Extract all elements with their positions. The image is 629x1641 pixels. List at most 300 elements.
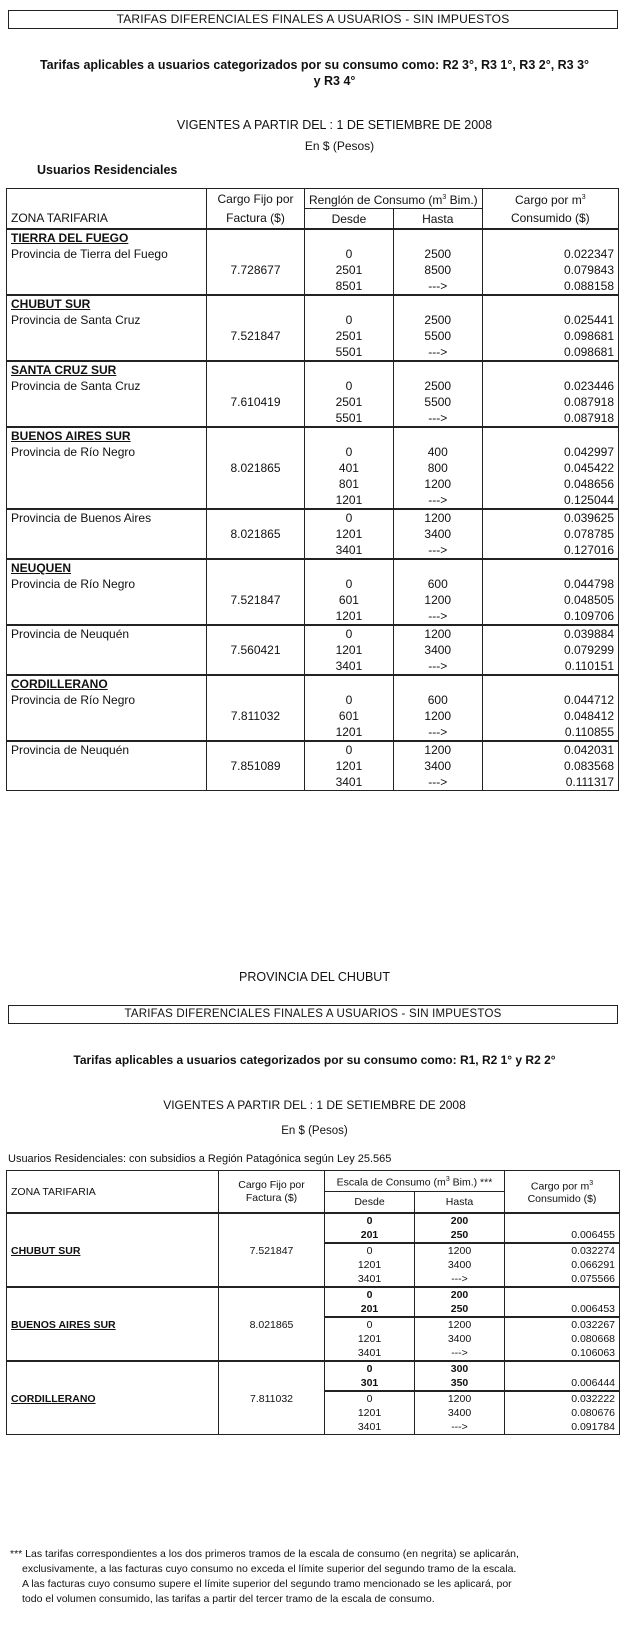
cargo-m3-value: 0.078785 bbox=[482, 526, 618, 542]
desde-value: 0 bbox=[305, 246, 394, 262]
table-row bbox=[7, 278, 619, 295]
hasta-value: 600 bbox=[393, 576, 482, 592]
province-name: Provincia de Río Negro bbox=[7, 692, 207, 708]
desde-value: 0 bbox=[325, 1317, 415, 1332]
hasta-value: 200 bbox=[415, 1287, 505, 1302]
empty-cell bbox=[7, 724, 207, 741]
cargo-m3-value: 0.039884 bbox=[482, 625, 618, 642]
empty-cell bbox=[207, 509, 305, 526]
empty-cell bbox=[207, 492, 305, 509]
desde-value: 0 bbox=[305, 444, 394, 460]
empty-cell bbox=[482, 675, 618, 692]
table-row bbox=[7, 295, 619, 312]
section2-subtitle: Tarifas aplicables a usuarios categorizados por su consumo como: R1, R2 1° y R2 2° bbox=[73, 1053, 556, 1067]
section2-user-type: Usuarios Residenciales: con subsidios a Región Patagónica según Ley 25.565 bbox=[8, 1153, 392, 1165]
cargo-m3-value: 0.066291 bbox=[505, 1258, 620, 1272]
cargo-fijo-value: 7.521847 bbox=[219, 1243, 325, 1258]
cargo-m3-value: 0.048505 bbox=[482, 592, 618, 608]
table-row bbox=[7, 675, 619, 692]
table-row bbox=[7, 542, 619, 559]
cargo-fijo-value: 7.851089 bbox=[207, 758, 305, 774]
footnote-line: A las facturas cuyo consumo supere el límite superior del segundo tramo mencionado se les aplicará, por bbox=[22, 1578, 512, 1590]
table-row bbox=[7, 1406, 620, 1420]
empty-cell bbox=[7, 758, 207, 774]
desde-value: 2501 bbox=[305, 328, 394, 344]
empty-cell bbox=[219, 1406, 325, 1420]
empty-cell bbox=[219, 1420, 325, 1435]
empty-cell bbox=[482, 427, 618, 444]
empty-cell bbox=[7, 1258, 219, 1272]
hasta-value: 3400 bbox=[415, 1258, 505, 1272]
hasta-value: 2500 bbox=[393, 246, 482, 262]
cargo-m3-value: 0.048412 bbox=[482, 708, 618, 724]
hasta-value: 1200 bbox=[393, 509, 482, 526]
hasta-value: 1200 bbox=[415, 1317, 505, 1332]
province-name: Provincia de Santa Cruz bbox=[7, 312, 207, 328]
empty-cell bbox=[7, 774, 207, 791]
table-row bbox=[7, 692, 619, 708]
zone-name: NEUQUEN bbox=[7, 559, 207, 576]
cargo-m3-value: 0.023446 bbox=[482, 378, 618, 394]
footnote-line: todo el volumen consumido, las tarifas a partir del tercer tramo de la escala de consumo. bbox=[22, 1593, 435, 1605]
empty-cell bbox=[207, 692, 305, 708]
table-row bbox=[7, 658, 619, 675]
cargo-m3-value: 0.075566 bbox=[505, 1272, 620, 1287]
table-row bbox=[7, 1302, 620, 1317]
table-row bbox=[7, 741, 619, 758]
section2-province-title: PROVINCIA DEL CHUBUT bbox=[239, 970, 390, 984]
cargo-fijo-value: 7.728677 bbox=[207, 262, 305, 278]
zone-name: TIERRA DEL FUEGO bbox=[7, 229, 207, 246]
desde-value: 0 bbox=[305, 692, 394, 708]
cargo-fijo-value: 7.521847 bbox=[207, 328, 305, 344]
desde-value: 0 bbox=[305, 576, 394, 592]
desde-value: 1201 bbox=[305, 608, 394, 625]
empty-cell bbox=[207, 410, 305, 427]
cargo-fijo-header-1: Cargo Fijo por bbox=[207, 189, 305, 209]
hasta-value: 3400 bbox=[393, 642, 482, 658]
cargo-m3-value: 0.048656 bbox=[482, 476, 618, 492]
empty-cell bbox=[7, 1302, 219, 1317]
cargo-m3-value: 0.006455 bbox=[505, 1228, 620, 1243]
hasta-value: ---> bbox=[393, 658, 482, 675]
section2-currency: En $ (Pesos) bbox=[281, 1125, 348, 1137]
zone-name: BUENOS AIRES SUR bbox=[7, 427, 207, 444]
zone-name: SANTA CRUZ SUR bbox=[7, 361, 207, 378]
empty-cell bbox=[7, 542, 207, 559]
empty-cell bbox=[482, 229, 618, 246]
table-row bbox=[7, 492, 619, 509]
table-row bbox=[7, 1391, 620, 1406]
hasta-value: 2500 bbox=[393, 378, 482, 394]
cargo-m3-value: 0.098681 bbox=[482, 328, 618, 344]
cargo-m3-value bbox=[505, 1213, 620, 1228]
empty-cell bbox=[207, 675, 305, 692]
cargo-m3-value: 0.022347 bbox=[482, 246, 618, 262]
empty-cell bbox=[7, 1346, 219, 1361]
table-row bbox=[7, 444, 619, 460]
hasta-value: ---> bbox=[393, 724, 482, 741]
desde-value: 801 bbox=[305, 476, 394, 492]
empty-cell bbox=[482, 559, 618, 576]
empty-cell bbox=[7, 344, 207, 361]
cargo-m3-header-2: Consumido ($) bbox=[482, 209, 618, 230]
footnote-line: exclusivamente, a las facturas cuyo consumo no exceda el límite superior del segundo tramo de la escala. bbox=[22, 1563, 517, 1575]
empty-cell bbox=[7, 1213, 219, 1228]
cargo-fijo-value: 7.811032 bbox=[207, 708, 305, 724]
section1-header: TARIFAS DIFERENCIALES FINALES A USUARIOS - SIN IMPUESTOS bbox=[8, 10, 618, 29]
desde-value: 0 bbox=[325, 1391, 415, 1406]
cargo-m3-value: 0.125044 bbox=[482, 492, 618, 509]
table-row bbox=[7, 312, 619, 328]
empty-cell bbox=[7, 1272, 219, 1287]
empty-cell bbox=[7, 608, 207, 625]
empty-cell bbox=[207, 658, 305, 675]
desde-value: 1201 bbox=[325, 1406, 415, 1420]
table-row bbox=[7, 559, 619, 576]
renglon-header: Renglón de Consumo ($m^3$ Bim.) bbox=[305, 189, 483, 209]
table-row bbox=[7, 1243, 620, 1258]
zona-header: ZONA TARIFARIA bbox=[7, 209, 207, 230]
empty-cell bbox=[207, 608, 305, 625]
empty-cell bbox=[7, 492, 207, 509]
hasta-value: ---> bbox=[393, 774, 482, 791]
empty-cell bbox=[393, 295, 482, 312]
cargo-m3-value: 0.045422 bbox=[482, 460, 618, 476]
cargo-m3-value: 0.098681 bbox=[482, 344, 618, 361]
table-row bbox=[7, 774, 619, 791]
table-row bbox=[7, 1228, 620, 1243]
cargo-m3-value: 0.006444 bbox=[505, 1376, 620, 1391]
desde-value: 201 bbox=[325, 1302, 415, 1317]
desde-value: 0 bbox=[325, 1287, 415, 1302]
desde-value: 1201 bbox=[325, 1332, 415, 1346]
empty-cell bbox=[7, 328, 207, 344]
table-row bbox=[7, 344, 619, 361]
empty-cell bbox=[219, 1361, 325, 1376]
empty-cell bbox=[207, 559, 305, 576]
zone-name: BUENOS AIRES SUR bbox=[7, 1317, 219, 1332]
hasta-value: 3400 bbox=[393, 526, 482, 542]
table-row bbox=[7, 427, 619, 444]
empty-cell bbox=[207, 625, 305, 642]
section1-subtitle-line1: Tarifas aplicables a usuarios categorizados por su consumo como: R2 3°, R3 1°, R3 2°, R3 3° bbox=[39, 58, 590, 72]
desde-value: 3401 bbox=[325, 1420, 415, 1435]
cargo-m3-value bbox=[505, 1361, 620, 1376]
hasta-value: 1200 bbox=[415, 1391, 505, 1406]
table-row bbox=[7, 758, 619, 774]
empty-cell bbox=[7, 526, 207, 542]
hasta-value: ---> bbox=[415, 1420, 505, 1435]
table-row bbox=[7, 1317, 620, 1332]
hasta-value: 350 bbox=[415, 1376, 505, 1391]
section1-currency: En $ (Pesos) bbox=[304, 139, 375, 153]
table-row bbox=[7, 1272, 620, 1287]
cargo-m3-value: 0.091784 bbox=[505, 1420, 620, 1435]
section1-user-type: Usuarios Residenciales bbox=[37, 163, 178, 177]
table-row bbox=[7, 576, 619, 592]
cargo-m3-value: 0.111317 bbox=[482, 774, 618, 791]
desde-value: 0 bbox=[305, 378, 394, 394]
cargo-m3-value: 0.006453 bbox=[505, 1302, 620, 1317]
desde-value: 5501 bbox=[305, 344, 394, 361]
empty-cell bbox=[305, 229, 394, 246]
cargo-fijo-header-2-cell: Cargo Fijo por Factura ($) bbox=[219, 1171, 325, 1214]
desde-value: 301 bbox=[325, 1376, 415, 1391]
empty-cell bbox=[393, 675, 482, 692]
footnote-line: *** Las tarifas correspondientes a los dos primeros tramos de la escala de consumo (en negrita) se aplicarán, bbox=[10, 1548, 519, 1560]
hasta-value: 300 bbox=[415, 1361, 505, 1376]
province-name: Provincia de Neuquén bbox=[7, 625, 207, 642]
province-name: Provincia de Buenos Aires bbox=[7, 509, 207, 526]
hasta-value: 5500 bbox=[393, 394, 482, 410]
cargo-m3-value: 0.080668 bbox=[505, 1332, 620, 1346]
hasta-value: 1200 bbox=[393, 708, 482, 724]
desde-value: 3401 bbox=[305, 542, 394, 559]
desde-value: 1201 bbox=[305, 492, 394, 509]
cargo-m3-value: 0.110151 bbox=[482, 658, 618, 675]
empty-cell bbox=[7, 262, 207, 278]
hasta-value: 5500 bbox=[393, 328, 482, 344]
hasta-value: 600 bbox=[393, 692, 482, 708]
empty-cell bbox=[393, 361, 482, 378]
table-row bbox=[7, 394, 619, 410]
empty-cell bbox=[207, 774, 305, 791]
empty-cell bbox=[207, 724, 305, 741]
footnote bbox=[10, 1547, 615, 1607]
empty-cell bbox=[7, 1420, 219, 1435]
table-row bbox=[7, 642, 619, 658]
table-row bbox=[7, 361, 619, 378]
desde-value: 401 bbox=[305, 460, 394, 476]
empty-cell bbox=[219, 1332, 325, 1346]
empty-cell bbox=[207, 444, 305, 460]
desde-value: 3401 bbox=[305, 774, 394, 791]
cargo-m3-value: 0.127016 bbox=[482, 542, 618, 559]
table-row bbox=[7, 1346, 620, 1361]
table-row bbox=[7, 1361, 620, 1376]
zone-name: CHUBUT SUR bbox=[7, 1243, 219, 1258]
desde-value: 1201 bbox=[305, 526, 394, 542]
table-row bbox=[7, 460, 619, 476]
hasta-value: ---> bbox=[393, 344, 482, 361]
empty-cell bbox=[7, 708, 207, 724]
empty-cell bbox=[219, 1376, 325, 1391]
empty-cell bbox=[219, 1258, 325, 1272]
empty-cell bbox=[207, 361, 305, 378]
cargo-m3-value: 0.109706 bbox=[482, 608, 618, 625]
hasta-value: 400 bbox=[393, 444, 482, 460]
empty-cell bbox=[7, 278, 207, 295]
cargo-m3-value: 0.110855 bbox=[482, 724, 618, 741]
hasta-value: ---> bbox=[393, 542, 482, 559]
hasta-value: 200 bbox=[415, 1213, 505, 1228]
hasta-value: ---> bbox=[415, 1272, 505, 1287]
cargo-m3-value: 0.044712 bbox=[482, 692, 618, 708]
table-row bbox=[7, 410, 619, 427]
empty-cell bbox=[393, 559, 482, 576]
table-row bbox=[7, 708, 619, 724]
desde-value: 201 bbox=[325, 1228, 415, 1243]
table-row bbox=[7, 328, 619, 344]
desde-value: 3401 bbox=[325, 1346, 415, 1361]
empty-cell bbox=[219, 1346, 325, 1361]
section2-tariff-table bbox=[6, 1170, 620, 1435]
empty-cell bbox=[7, 592, 207, 608]
cargo-m3-value: 0.083568 bbox=[482, 758, 618, 774]
empty-cell bbox=[207, 576, 305, 592]
hasta-value: 3400 bbox=[415, 1332, 505, 1346]
desde-value: 2501 bbox=[305, 394, 394, 410]
desde-value: 1201 bbox=[305, 724, 394, 741]
cargo-m3-value: 0.079843 bbox=[482, 262, 618, 278]
empty-cell bbox=[207, 542, 305, 559]
cargo-fijo-value: 8.021865 bbox=[219, 1317, 325, 1332]
table-row bbox=[7, 1332, 620, 1346]
empty-cell bbox=[207, 476, 305, 492]
cargo-m3-value: 0.044798 bbox=[482, 576, 618, 592]
table-row bbox=[7, 1376, 620, 1391]
empty-cell bbox=[219, 1228, 325, 1243]
empty-cell bbox=[305, 559, 394, 576]
hasta-value: 800 bbox=[393, 460, 482, 476]
hasta-value: 250 bbox=[415, 1228, 505, 1243]
empty-cell bbox=[219, 1272, 325, 1287]
desde-value: 0 bbox=[305, 312, 394, 328]
empty-cell bbox=[7, 1376, 219, 1391]
empty-cell bbox=[7, 1332, 219, 1346]
zone-name: CORDILLERANO bbox=[7, 1391, 219, 1406]
section1-subtitle-line2: y R3 4° bbox=[313, 74, 356, 88]
hasta-value: ---> bbox=[393, 608, 482, 625]
table-row bbox=[7, 608, 619, 625]
escala-header: Escala de Consumo ($m^3$ Bim.) *** bbox=[325, 1171, 505, 1192]
empty-cell bbox=[7, 658, 207, 675]
desde-value: 0 bbox=[325, 1213, 415, 1228]
empty-cell bbox=[207, 278, 305, 295]
empty-cell bbox=[219, 1213, 325, 1228]
empty-cell bbox=[207, 741, 305, 758]
empty-cell bbox=[207, 344, 305, 361]
cargo-fijo-value: 7.811032 bbox=[219, 1391, 325, 1406]
zone-name: CHUBUT SUR bbox=[7, 295, 207, 312]
hasta-value: 8500 bbox=[393, 262, 482, 278]
section1-vigencia: VIGENTES A PARTIR DEL : 1 DE SETIEMBRE DE 2008 bbox=[176, 118, 493, 132]
cargo-m3-value: 0.079299 bbox=[482, 642, 618, 658]
hasta-value: 1200 bbox=[393, 625, 482, 642]
empty-cell bbox=[7, 642, 207, 658]
cargo-m3-header-2-cell: Cargo por $m^3$ Consumido ($) bbox=[505, 1171, 620, 1214]
table-row bbox=[7, 1287, 620, 1302]
desde-value: 3401 bbox=[305, 658, 394, 675]
hasta-header-2: Hasta bbox=[415, 1192, 505, 1214]
empty-cell bbox=[7, 1287, 219, 1302]
empty-cell bbox=[7, 476, 207, 492]
province-name: Provincia de Tierra del Fuego bbox=[7, 246, 207, 262]
desde-value: 0 bbox=[305, 509, 394, 526]
hasta-value: ---> bbox=[415, 1346, 505, 1361]
cargo-m3-value: 0.032274 bbox=[505, 1243, 620, 1258]
hasta-value: 1200 bbox=[393, 476, 482, 492]
cargo-fijo-value: 7.610419 bbox=[207, 394, 305, 410]
desde-value: 601 bbox=[305, 708, 394, 724]
table-row bbox=[7, 1420, 620, 1435]
table-row bbox=[7, 625, 619, 642]
desde-value: 0 bbox=[305, 625, 394, 642]
desde-value: 601 bbox=[305, 592, 394, 608]
empty-cell bbox=[7, 1406, 219, 1420]
desde-value: 5501 bbox=[305, 410, 394, 427]
desde-header: Desde bbox=[305, 209, 394, 230]
empty-cell bbox=[7, 394, 207, 410]
hasta-value: ---> bbox=[393, 410, 482, 427]
empty-cell bbox=[482, 295, 618, 312]
table-row bbox=[7, 1258, 620, 1272]
empty-cell bbox=[207, 246, 305, 262]
cargo-m3-value: 0.025441 bbox=[482, 312, 618, 328]
zona-header-blank bbox=[7, 189, 207, 209]
table-row bbox=[7, 378, 619, 394]
province-name: Provincia de Río Negro bbox=[7, 576, 207, 592]
hasta-value: 1200 bbox=[393, 592, 482, 608]
cargo-m3-value bbox=[505, 1287, 620, 1302]
empty-cell bbox=[207, 427, 305, 444]
section2-header: TARIFAS DIFERENCIALES FINALES A USUARIOS - SIN IMPUESTOS bbox=[8, 1005, 618, 1024]
empty-cell bbox=[393, 229, 482, 246]
table-row bbox=[7, 229, 619, 246]
cargo-m3-value: 0.088158 bbox=[482, 278, 618, 295]
desde-value: 3401 bbox=[325, 1272, 415, 1287]
empty-cell bbox=[482, 361, 618, 378]
empty-cell bbox=[7, 460, 207, 476]
empty-cell bbox=[7, 1228, 219, 1243]
desde-value: 1201 bbox=[305, 758, 394, 774]
empty-cell bbox=[305, 295, 394, 312]
table-row bbox=[7, 1213, 620, 1228]
table-row bbox=[7, 592, 619, 608]
desde-value: 2501 bbox=[305, 262, 394, 278]
desde-value: 8501 bbox=[305, 278, 394, 295]
empty-cell bbox=[305, 675, 394, 692]
empty-cell bbox=[7, 410, 207, 427]
desde-value: 0 bbox=[325, 1361, 415, 1376]
desde-header-2: Desde bbox=[325, 1192, 415, 1214]
table-row bbox=[7, 246, 619, 262]
cargo-m3-value: 0.087918 bbox=[482, 394, 618, 410]
desde-value: 1201 bbox=[305, 642, 394, 658]
empty-cell bbox=[219, 1302, 325, 1317]
section2-vigencia: VIGENTES A PARTIR DEL : 1 DE SETIEMBRE DE 2008 bbox=[163, 1098, 466, 1112]
province-name: Provincia de Río Negro bbox=[7, 444, 207, 460]
cargo-m3-value: 0.039625 bbox=[482, 509, 618, 526]
hasta-value: 3400 bbox=[415, 1406, 505, 1420]
table-row bbox=[7, 476, 619, 492]
province-name: Provincia de Santa Cruz bbox=[7, 378, 207, 394]
empty-cell bbox=[393, 427, 482, 444]
hasta-value: 1200 bbox=[393, 741, 482, 758]
table-row bbox=[7, 724, 619, 741]
empty-cell bbox=[305, 361, 394, 378]
cargo-m3-value: 0.087918 bbox=[482, 410, 618, 427]
table-row bbox=[7, 526, 619, 542]
cargo-m3-value: 0.106063 bbox=[505, 1346, 620, 1361]
cargo-m3-value: 0.032267 bbox=[505, 1317, 620, 1332]
zone-name: CORDILLERANO bbox=[7, 675, 207, 692]
hasta-value: 1200 bbox=[415, 1243, 505, 1258]
cargo-m3-value: 0.080676 bbox=[505, 1406, 620, 1420]
hasta-value: ---> bbox=[393, 492, 482, 509]
table-row bbox=[7, 509, 619, 526]
